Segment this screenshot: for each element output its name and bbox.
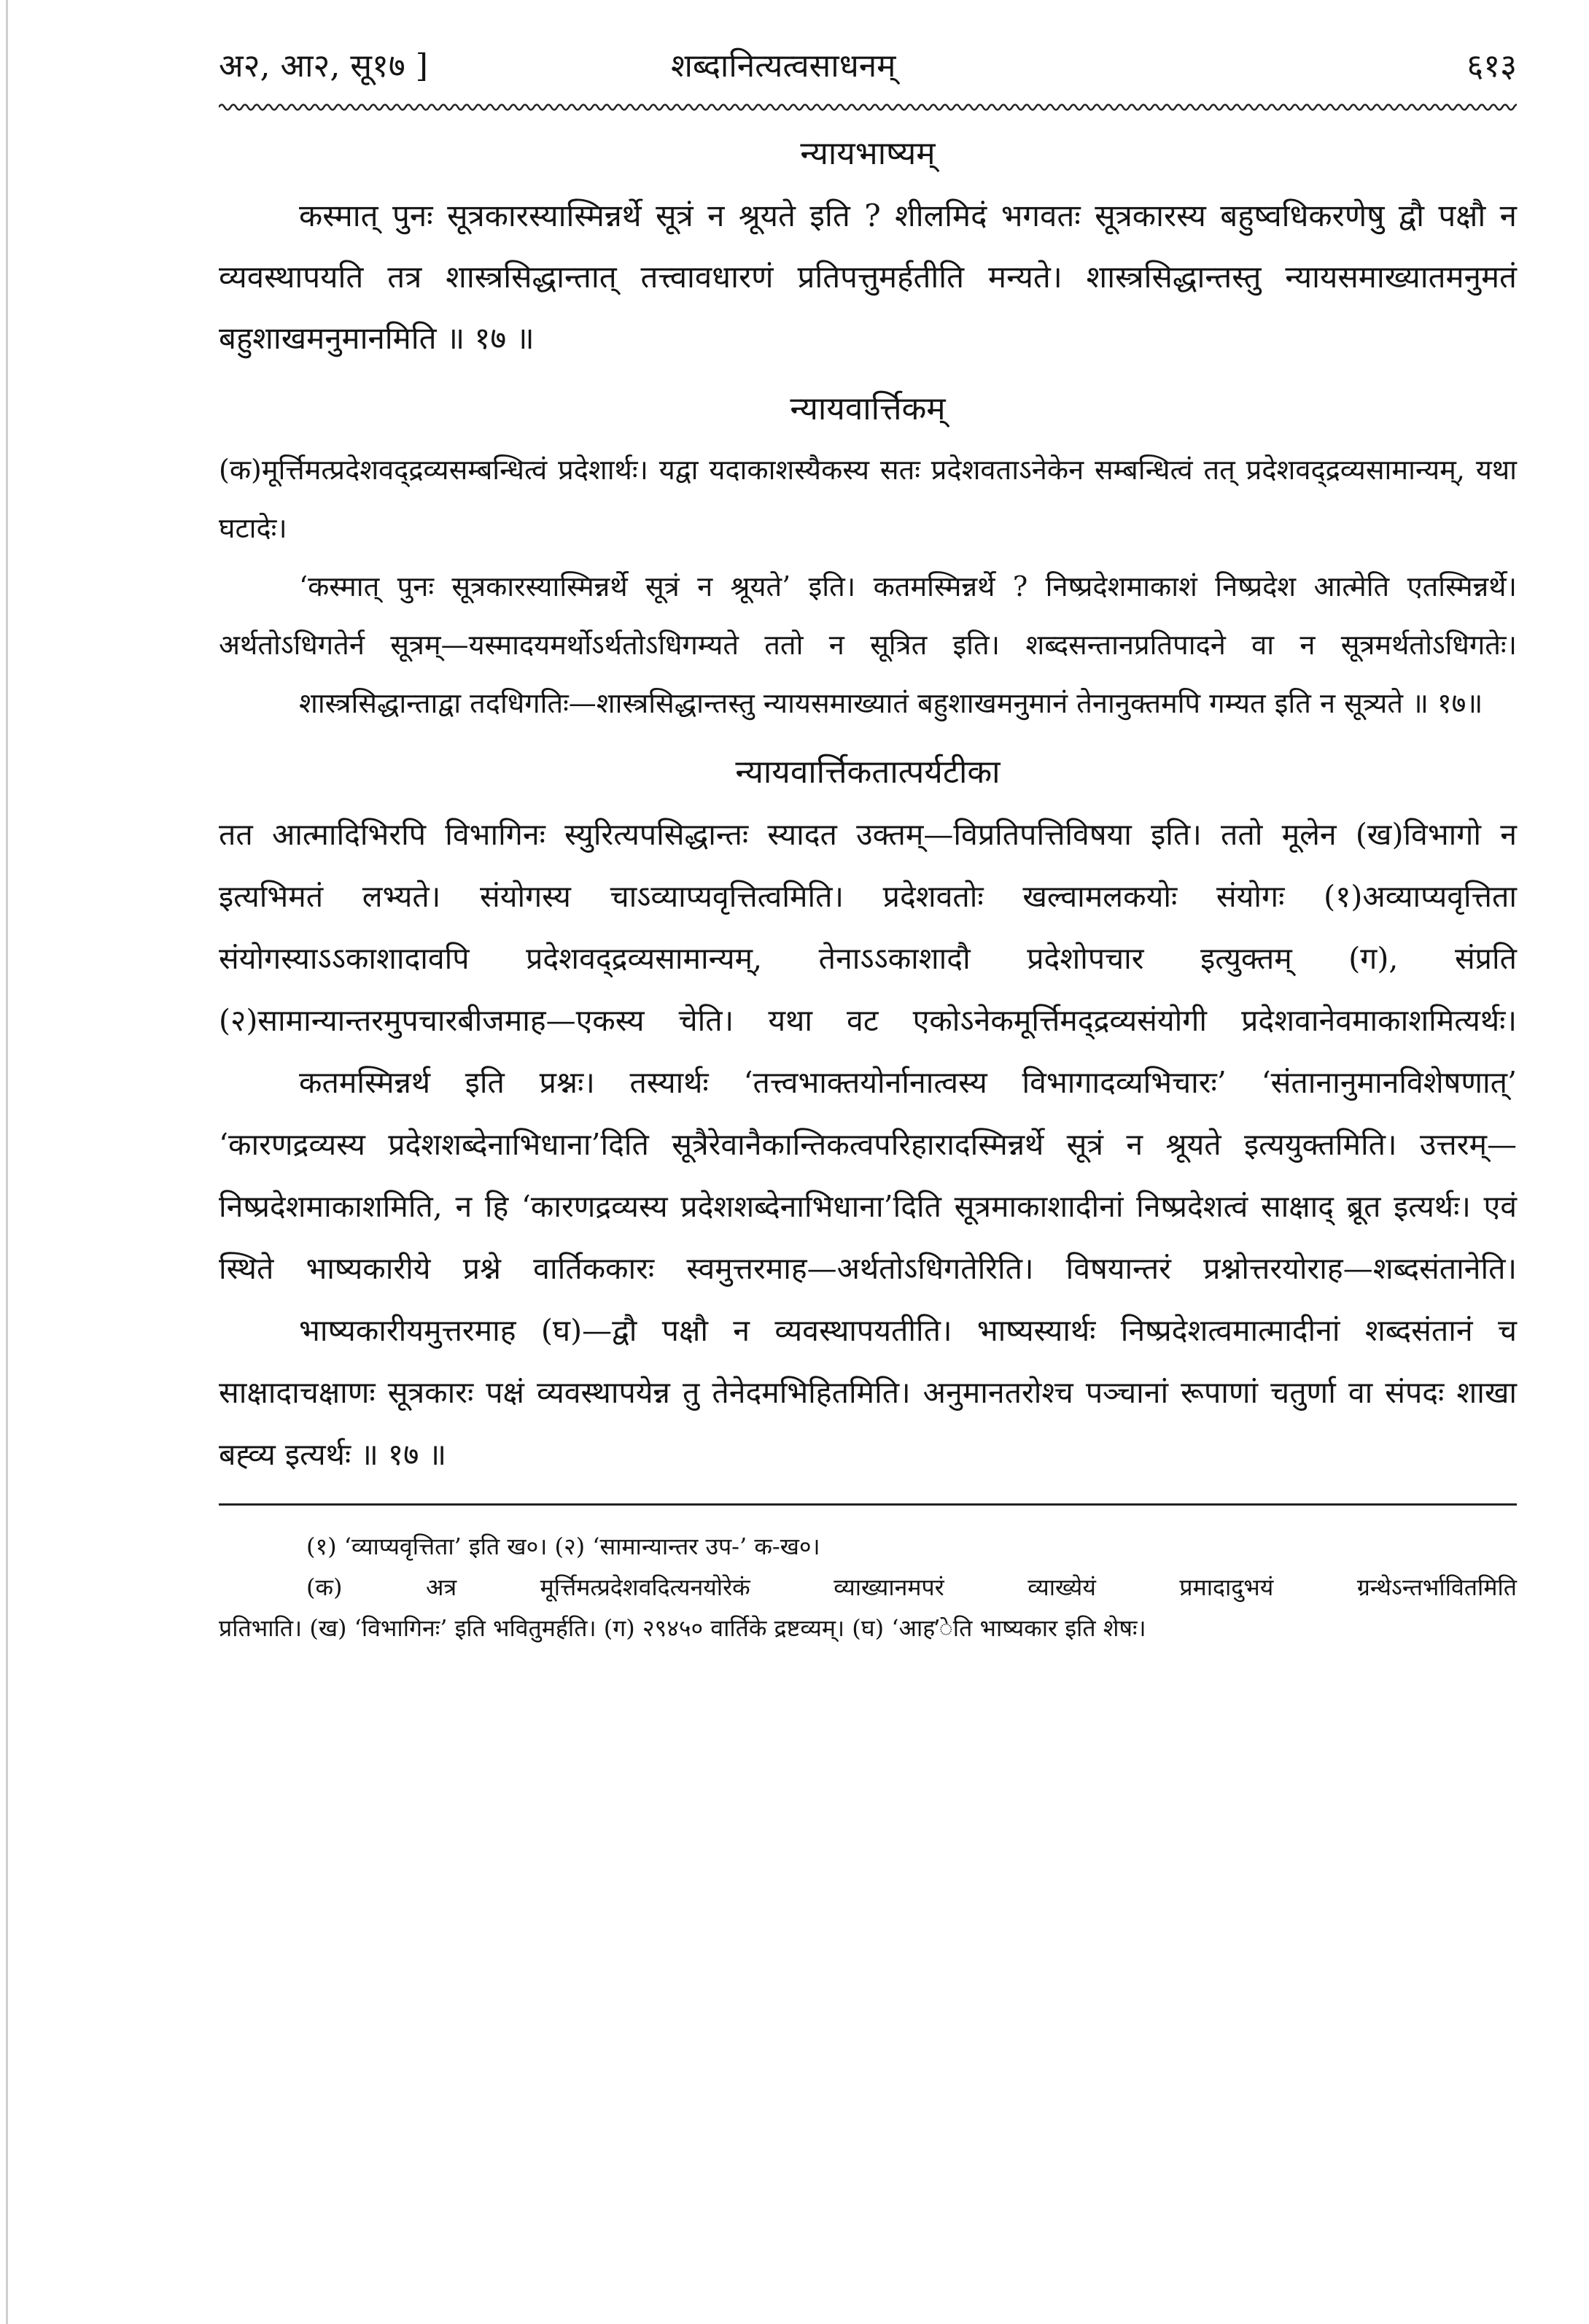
section-title-vartika: न्यायवार्त्तिकम्	[790, 390, 946, 427]
page-edge-line	[6, 0, 8, 2324]
wavy-rule	[219, 101, 1517, 114]
section-title-bhashya: न्यायभाष्यम्	[800, 135, 936, 172]
footnote-variants: (१) ‘व्याप्यवृत्तिता’ इति ख०। (२) ‘सामान्यान्तर उप-’ क-ख०।	[306, 1533, 820, 1560]
section-title-tika: न्यायवार्त्तिकतात्पर्यटीका	[735, 754, 1001, 791]
bhashya-paragraph: कस्मात् पुनः सूत्रकारस्यास्मिन्नर्थे सूत्रं न श्रूयते इति ? शीलमिदं भगवतः सूत्रकारस्य बहुष्वधिकरणेषु द्वौ पक्षौ न व्यवस्थापयति तत्र शास्त्रसिद्धान्तात् तत्त्वावधारणं प्रतिपत्तुमर्हतीति मन्यते। शास्त्रसिद्धान्तस्तु न्यायसमाख्यातमनुमतं बहुशाखमनुमानमिति ॥ १७ ॥	[219, 198, 1517, 356]
page	[219, 29, 1517, 1649]
tika-paragraph-1: तत आत्मादिभिरपि विभागिनः स्युरित्यपसिद्धान्तः स्यादत उक्तम्—विप्रतिपत्तिविषया इति। ततो मूलेन (ख)विभागो न इत्यभिमतं लभ्यते। संयोगस्य चाऽव्याप्यवृत्तित्वमिति। प्रदेशवतोः खल्वामलकयोः संयोगः (१)अव्याप्यवृत्तिता संयोगस्याऽऽकाशादावपि प्रदेशवद्द्रव्यसामान्यम्, तेनाऽऽकाशादौ प्रदेशोपचार इत्युक्तम् (ग), संप्रति (२)सामान्यान्तरमुपचारबीजमाह—एकस्य चेति। यथा वट एकोऽनेकमूर्त्तिमद्द्रव्यसंयोगी प्रदेशवानेवमाकाशमित्यर्थः।	[219, 817, 1517, 1038]
footnote-editorial-2: प्रतिभाति। (ख) ‘विभागिनः’ इति भवितुमर्हति। (ग) २९४५० वार्तिके द्रष्टव्यम्। (घ) ‘आह’ेति भाष्यकार इति शेषः।	[219, 1614, 1146, 1642]
footnote-editorial-1: (क) अत्र मूर्त्तिमत्प्रदेशवदित्यनयोरेकं व्याख्यानमपरं व्याख्येयं प्रमादादुभयं ग्रन्थेऽन्तर्भावितमिति	[306, 1573, 1517, 1601]
vartika-paragraph-1: (क)मूर्त्तिमत्प्रदेशवद्द्रव्यसम्बन्धित्वं प्रदेशार्थः। यद्वा यदाकाशस्यैकस्य सतः प्रदेशवताऽनेकेन सम्बन्धित्वं तत् प्रदेशवद्द्रव्यसामान्यम्, यथा घटादेः।	[219, 454, 1517, 544]
tika-paragraph-2: कतमस्मिन्नर्थ इति प्रश्नः। तस्यार्थः ‘तत्त्वभाक्तयोर्नानात्वस्य विभागादव्यभिचारः’ ‘संतानानुमानविशेषणात्’ ‘कारणद्रव्यस्य प्रदेशशब्देनाभिधाना’दिति सूत्रैरेवानैकान्तिकत्वपरिहारादस्मिन्नर्थे सूत्रं न श्रूयते इत्ययुक्तमिति। उत्तरम्—निष्प्रदेशमाकाशमिति, न हि ‘कारणद्रव्यस्य प्रदेशशब्देनाभिधाना’दिति सूत्रमाकाशादीनां निष्प्रदेशत्वं साक्षाद् ब्रूत इत्यर्थः। एवं स्थिते भाष्यकारीये प्रश्ने वार्तिककारः स्वमुत्तरमाह—अर्थतोऽधिगतेरिति। विषयान्तरं प्रश्नोत्तरयोराह—शब्दसंतानेति।	[219, 1065, 1517, 1286]
page-number: ६१३	[1466, 47, 1517, 85]
running-header	[219, 29, 1517, 96]
vartika-paragraph-2: ‘कस्मात् पुनः सूत्रकारस्यास्मिन्नर्थे सूत्रं न श्रूयते’ इति। कतमस्मिन्नर्थे ? निष्प्रदेशमाकाशं निष्प्रदेश आत्मेति एतस्मिन्नर्थे। अर्थतोऽधिगतेर्न सूत्रम्—यस्मादयमर्थोऽर्थतोऽधिगम्यते ततो न सूत्रित इति। शब्दसन्तानप्रतिपादने वा न सूत्रमर्थतोऽधिगतेः।	[219, 570, 1517, 661]
header-title: शब्दानित्यत्वसाधनम्	[671, 47, 896, 85]
vartika-paragraph-3: शास्त्रसिद्धान्ताद्वा तदधिगतिः—शास्त्रसिद्धान्तस्तु न्यायसमाख्यातं बहुशाखमनुमानं तेनानुक्तमपि गम्यत इति न सूत्र्यते ॥ १७॥	[299, 687, 1483, 719]
footnote-separator	[219, 1503, 1517, 1506]
header-reference: अ२, आ२, सू१७ ]	[219, 47, 428, 85]
tika-paragraph-3: भाष्यकारीयमुत्तरमाह (घ)—द्वौ पक्षौ न व्यवस्थापयतीति। भाष्यस्यार्थः निष्प्रदेशत्वमात्मादीनां शब्दसंतानं च साक्षादाचक्षाणः सूत्रकारः पक्षं व्यवस्थापयेन्न तु तेनेदमभिहितमिति। अनुमानतरोश्च पञ्चानां रूपाणां चतुर्णा वा संपदः शाखा बह्व्य इत्यर्थः ॥ १७ ॥	[219, 1313, 1517, 1472]
